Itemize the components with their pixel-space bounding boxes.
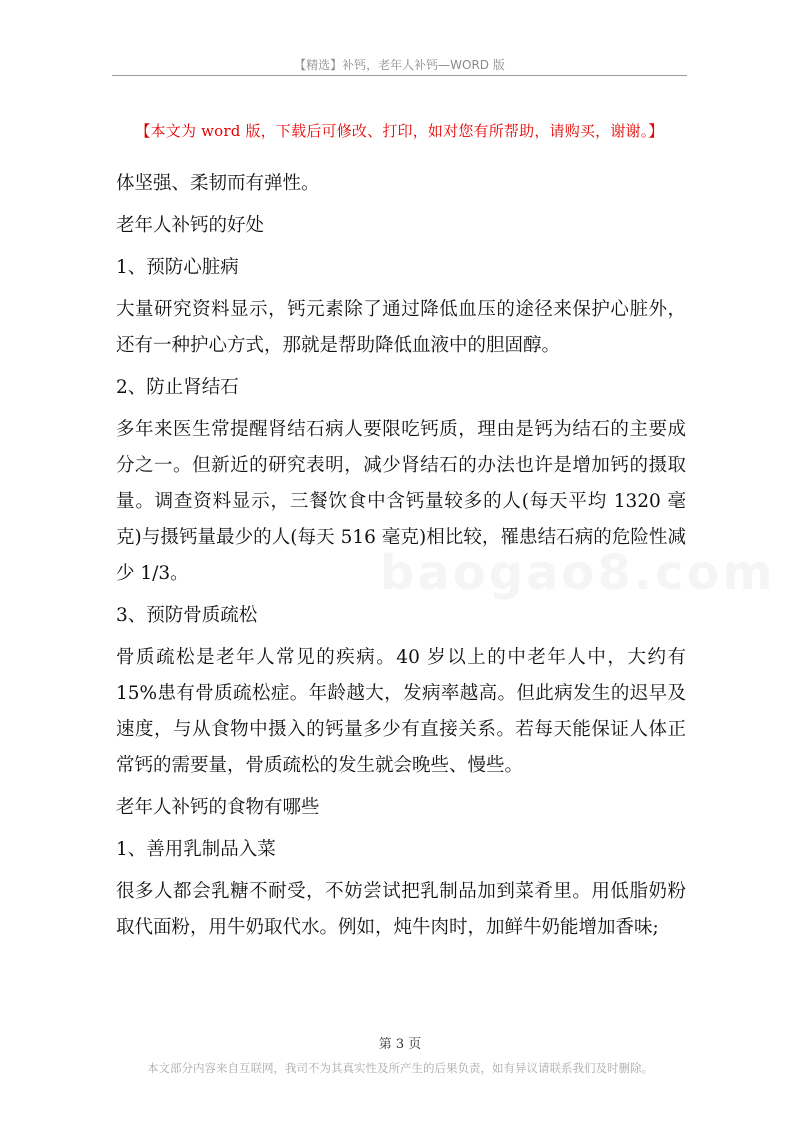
subsection-heading: 3、预防骨质疏松 <box>116 605 258 626</box>
running-header: 【精选】补钙，老年人补钙—WORD 版 <box>294 58 505 72</box>
subsection-heading: 1、预防心脏病 <box>116 257 239 278</box>
footer-disclaimer: 本文部分内容来自互联网，我司不为其真实性及所产生的后果负责，如有异议请联系我们及时删除。 <box>147 1061 653 1075</box>
watermark: baogao8.com <box>380 545 776 601</box>
paragraph: 很多人都会乳糖不耐受，不妨尝试把乳制品加到菜肴里。用低脂奶粉取代面粉，用牛奶取代水。例如，炖牛肉时，加鲜牛奶能增加香味; <box>116 881 686 938</box>
body-text <box>116 166 686 952</box>
section-heading: 老年人补钙的食物有哪些 <box>116 797 320 818</box>
paragraph: 多年来医生常提醒肾结石病人要限吃钙质，理由是钙为结石的主要成分之一。但新近的研究表明，减少肾结石的办法也许是增加钙的摄取量。调查资料显示，三餐饮食中含钙量较多的人(每天平均 1320 毫克)与摄钙量最少的人(每天 516 毫克)相比较，罹患结石病的危险性减少 1/3。 <box>116 419 686 584</box>
subsection-heading: 2、防止肾结石 <box>116 377 239 398</box>
page-number: 第 3 页 <box>378 1037 422 1052</box>
header-divider <box>112 75 687 76</box>
paragraph: 骨质疏松是老年人常见的疾病。40 岁以上的中老年人中，大约有 15%患有骨质疏松症。年龄越大，发病率越高。但此病发生的迟早及速度，与从食物中摄入的钙量多少有直接关系。若每天能保证人体正常钙的需要量，骨质疏松的发生就会晚些、慢些。 <box>116 647 686 776</box>
paragraph: 体坚强、柔韧而有弹性。 <box>116 173 320 194</box>
section-heading: 老年人补钙的好处 <box>116 215 265 236</box>
paragraph: 大量研究资料显示，钙元素除了通过降低血压的途径来保护心脏外，还有一种护心方式，那就是帮助降低血液中的胆固醇。 <box>116 299 686 356</box>
purchase-notice: 【本文为 word 版，下载后可修改、打印，如对您有所帮助，请购买，谢谢。】 <box>135 122 664 140</box>
subsection-heading: 1、善用乳制品入菜 <box>116 839 276 860</box>
